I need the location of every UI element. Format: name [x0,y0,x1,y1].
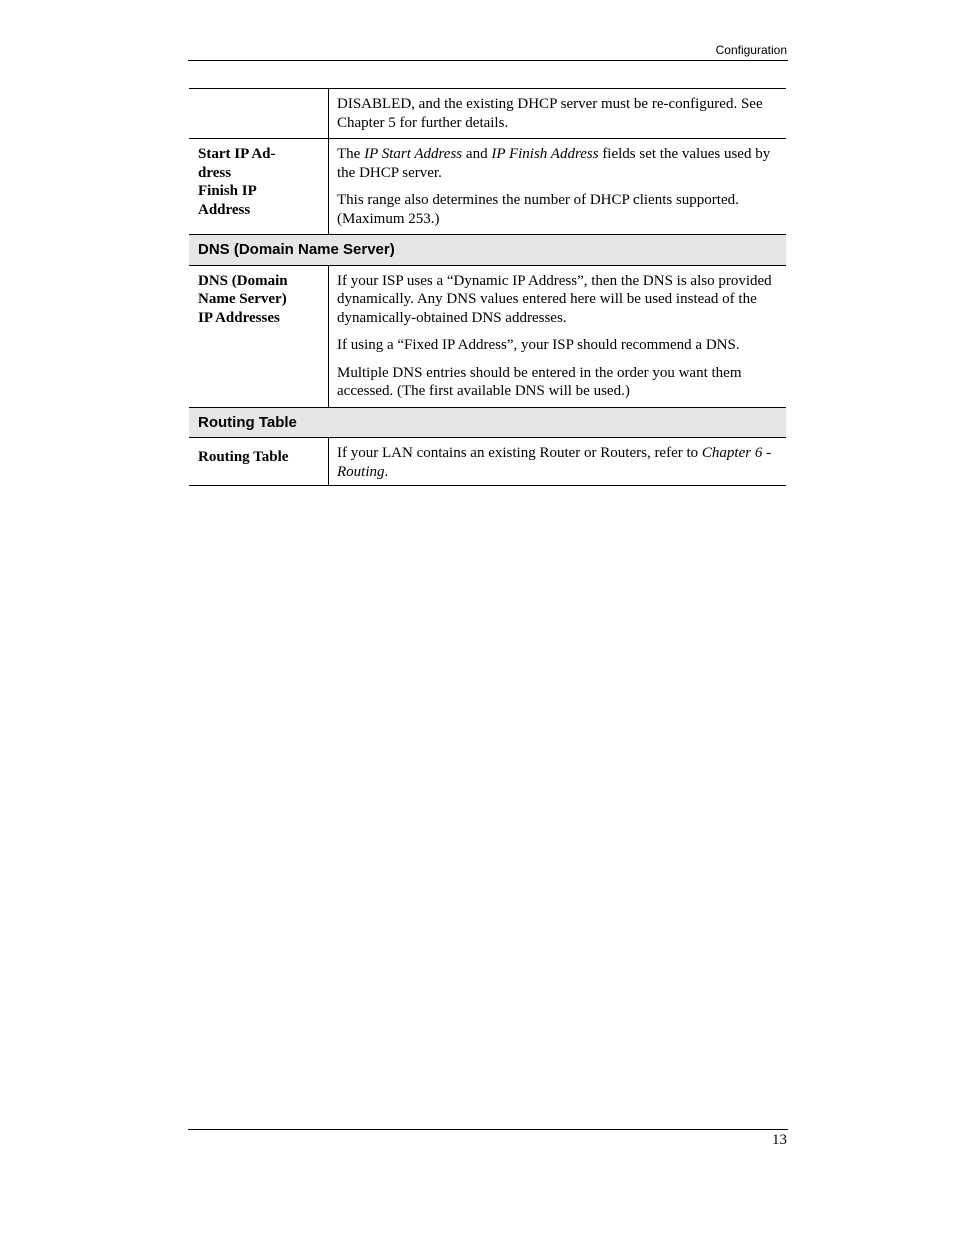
page-number: 13 [772,1132,787,1148]
text-run: If your LAN contains an existing Router or Routers, refer to [337,445,702,461]
table-row [189,89,786,139]
settings-table [189,88,786,486]
label-line: Address [198,201,251,218]
text-run: The [337,146,365,162]
row-label-empty [189,89,329,139]
label-line: DNS (Domain [198,272,288,289]
description-text: DISABLED, and the existing DHCP server must be re-configured. See Chapter 5 for further details. [337,96,763,131]
section-header-row [189,235,786,266]
row-label [189,139,329,235]
text-run: . [384,463,389,480]
label-line: IP Addresses [198,309,280,326]
label-line: Finish IP [198,183,257,199]
description-paragraph [337,145,778,182]
row-label [189,265,329,407]
italic-term: Chapter 6 - Routing [337,445,772,480]
table-row [189,139,786,235]
label-line: Name Server) [198,291,287,307]
text-run: and [462,146,492,162]
description-paragraph: This range also determines the number of DHCP clients supported. (Maximum 253.) [337,192,739,227]
italic-term: IP Start Address [364,146,463,162]
row-description [329,139,787,235]
header-rule [188,60,788,61]
label-line: dress [198,164,232,181]
description-paragraph: If using a “Fixed IP Address”, your ISP should recommend a DNS. [337,337,740,353]
section-header-row [189,407,786,438]
table-row [189,265,786,407]
row-label: Routing Table [189,438,329,486]
running-header: Configuration [715,43,787,57]
row-description [329,89,787,139]
label-line: Start IP Ad- [198,146,276,162]
row-description [329,438,787,486]
description-paragraph: Multiple DNS entries should be entered in the order you want them accessed. (The first available DNS will be used.) [337,364,742,399]
section-title: DNS (Domain Name Server) [189,235,786,266]
row-description [329,265,787,407]
description-paragraph: If your ISP uses a “Dynamic IP Address”, then the DNS is also provided dynamically. Any DNS values entered here will be used instead of the dynamically-obtained DNS addresses. [337,272,772,326]
italic-term: IP Finish Address [491,146,599,162]
table-row [189,438,786,486]
section-title: Routing Table [189,407,786,438]
footer-rule [188,1129,788,1130]
text-run: fields set the values used by the DHCP server. [337,146,771,181]
description-paragraph [337,444,778,481]
